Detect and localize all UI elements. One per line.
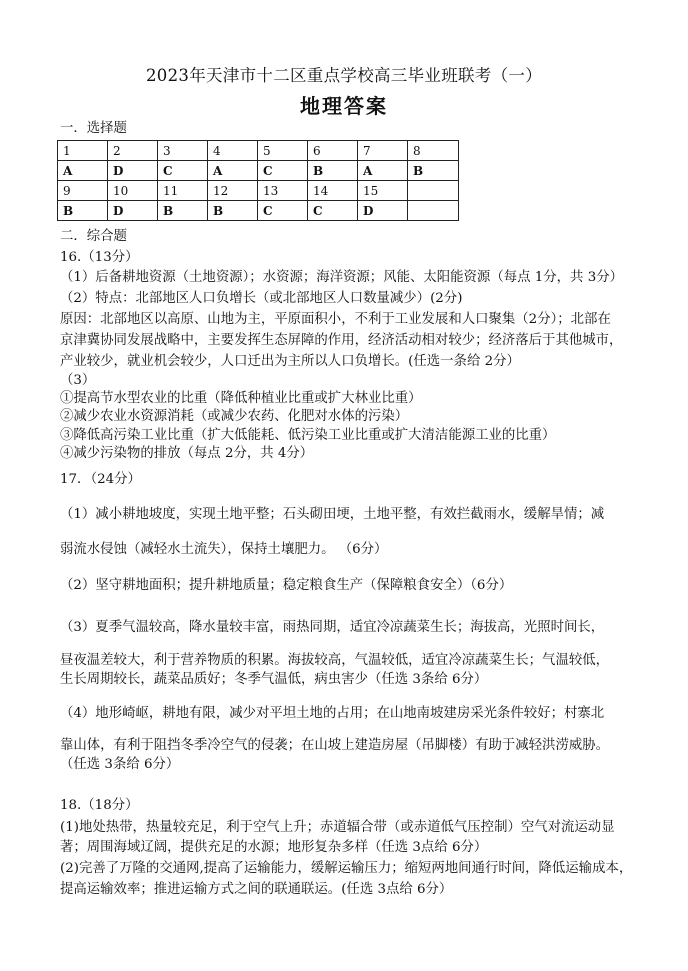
table-cell: 12 <box>208 181 258 201</box>
q16-heading: 16.（13分） <box>60 250 139 265</box>
choice-answer-table <box>57 140 459 221</box>
table-cell: 6 <box>308 141 358 161</box>
q18-part1-line2: 著；周围海域辽阔，提供充足的水源；地形复杂多样（任选 3点给 6分） <box>60 840 488 855</box>
table-row <box>58 141 459 161</box>
q17-part3-line2: 昼夜温差较大，利于营养物质的积累。海拔较高，气温较低，适宜冷凉蔬菜生长；气温较低， <box>60 653 610 668</box>
table-cell: 2 <box>108 141 158 161</box>
q17-part4-line1: （4）地形崎岖，耕地有限，减少对平坦土地的占用；在山地南坡建房采光条件较好；村寨北 <box>60 706 605 721</box>
table-cell: D <box>108 161 158 181</box>
document-title: 2023年天津市十二区重点学校高三毕业班联考（一） <box>146 66 542 85</box>
q17-part3-line1: （3）夏季气温较高，降水量较丰富，雨热同期，适宜冷凉蔬菜生长；海拔高，光照时间长， <box>60 620 605 635</box>
q17-heading: 17．（24分） <box>60 472 141 487</box>
q18-part2-line2: 提高运输效率；推进运输方式之间的联通联运。(任选 3点给 6分） <box>60 882 453 897</box>
table-cell: C <box>308 201 358 221</box>
q16-part3-point1: ①提高节水型农业的比重（降低种植业比重或扩大林业比重） <box>60 391 422 406</box>
q17-part1-line1: （1）减小耕地坡度，实现土地平整；石头砌田埂，土地平整，有效拦截雨水，缓解旱情；减 <box>60 507 605 522</box>
table-cell: A <box>358 161 408 181</box>
q17-part4-line2: 靠山体，有利于阻挡冬季冷空气的侵袭；在山坡上建造房屋（吊脚楼）有助于减轻洪涝威胁。 <box>60 738 610 753</box>
q17-part3-line3: 生长周期较长，蔬菜品质好；冬季气温低，病虫害少（任选 3条给 6分） <box>60 672 488 687</box>
q16-part3-point2: ②减少农业水资源消耗（或减少农药、化肥对水体的污染） <box>60 409 409 424</box>
q16-part3-point3: ③降低高污染工业比重（扩大低能耗、低污染工业比重或扩大清洁能源工业的比重） <box>60 428 556 443</box>
table-cell: 13 <box>258 181 308 201</box>
q16-part1: （1）后备耕地资源（土地资源）；水资源；海洋资源；风能、太阳能资源（每点 1分，共 3分） <box>60 270 623 285</box>
document-subtitle: 地理答案 <box>300 94 388 118</box>
table-cell: C <box>258 201 308 221</box>
q16-part2-reason-line3: 产业较少，就业机会较少，人口迁出为主所以人口负增长。(任选一条给 2分） <box>60 354 520 369</box>
table-cell: 3 <box>158 141 208 161</box>
q16-part2-reason-line2: 京津冀协同发展战略中，主要发挥生态屏障的作用，经济活动相对较少；经济落后于其他城市， <box>60 333 623 348</box>
table-row <box>58 161 459 181</box>
table-cell: 7 <box>358 141 408 161</box>
q18-part1-line1: (1)地处热带，热量较充足，利于空气上升；赤道辐合带（或赤道低气压控制）空气对流运动显 <box>60 820 615 835</box>
table-cell: 15 <box>358 181 408 201</box>
q17-part2: （2）坚守耕地面积；提升耕地质量；稳定粮食生产（保障粮食安全）（6分） <box>60 578 513 593</box>
table-cell: C <box>158 161 208 181</box>
q18-heading: 18.（18分） <box>60 798 139 813</box>
table-cell: 11 <box>158 181 208 201</box>
table-cell: B <box>308 161 358 181</box>
q16-part2-feature: （2）特点：北部地区人口负增长（或北部地区人口数量减少）(2分) <box>60 291 463 306</box>
table-cell: B <box>158 201 208 221</box>
q17-part1-line2: 弱流水侵蚀（减轻水土流失），保持土壤肥力。 （6分） <box>60 542 388 557</box>
table-cell <box>408 201 459 221</box>
table-cell: 14 <box>308 181 358 201</box>
table-cell <box>408 181 459 201</box>
table-cell: A <box>58 161 108 181</box>
section-2-heading: 二．综合题 <box>60 229 127 244</box>
table-cell: A <box>208 161 258 181</box>
table-cell: 10 <box>108 181 158 201</box>
table-cell: B <box>408 161 459 181</box>
q16-part2-reason-line1: 原因：北部地区以高原、山地为主，平原面积小，不利于工业发展和人口聚集（2分）；北部在 <box>60 312 611 327</box>
table-cell: B <box>58 201 108 221</box>
table-cell: 1 <box>58 141 108 161</box>
table-cell: C <box>258 161 308 181</box>
table-row <box>58 181 459 201</box>
q18-part2-line1: (2)完善了万隆的交通网,提高了运输能力，缓解运输压力；缩短两地间通行时间，降低运输成本， <box>60 861 633 876</box>
section-1-heading: 一．选择题 <box>60 121 127 136</box>
table-cell: 5 <box>258 141 308 161</box>
q16-part3-heading: （3） <box>60 373 96 388</box>
table-cell: D <box>358 201 408 221</box>
table-cell: D <box>108 201 158 221</box>
table-cell: 9 <box>58 181 108 201</box>
q17-part4-line3: （任选 3条给 6分） <box>60 757 180 772</box>
table-row <box>58 201 459 221</box>
table-cell: B <box>208 201 258 221</box>
q16-part3-point4: ④减少污染物的排放（每点 2分，共 4分） <box>60 446 314 461</box>
table-cell: 8 <box>408 141 459 161</box>
table-cell: 4 <box>208 141 258 161</box>
